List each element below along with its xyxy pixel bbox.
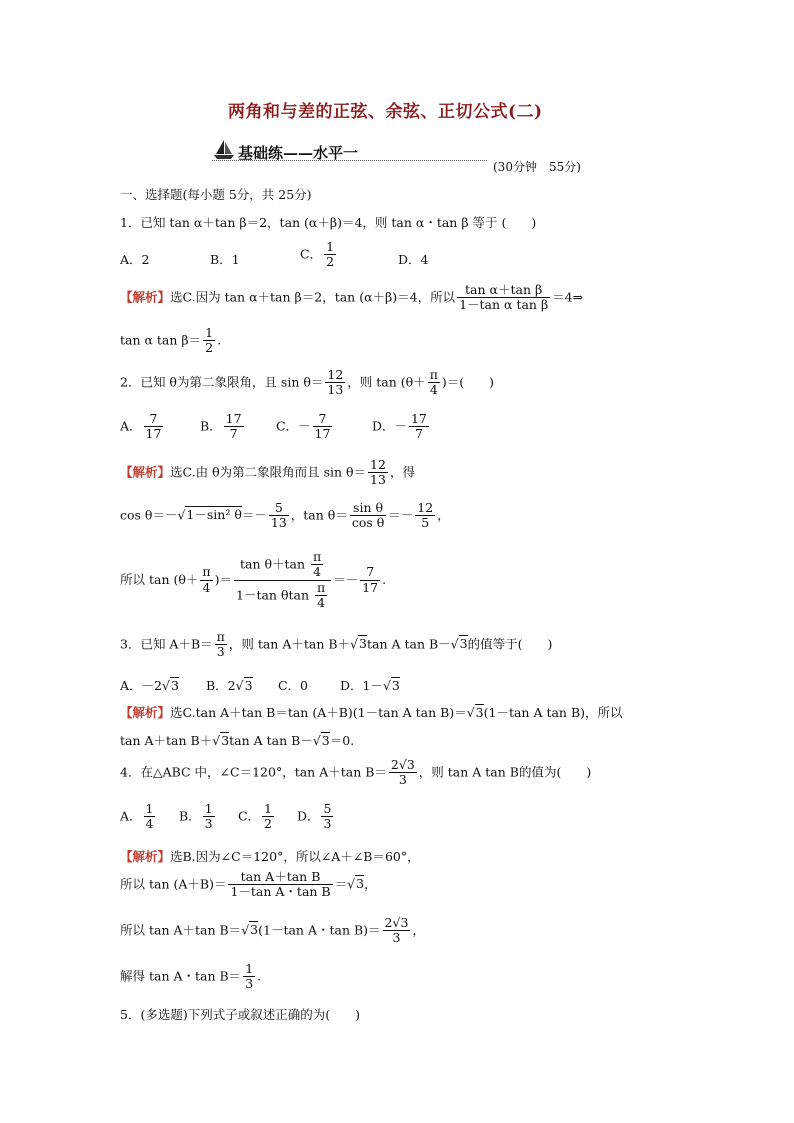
- q2-options: A． $\frac{7}{17}$ B． $\frac{17}{7}$ C．－ $\frac{7}{17}$ D．－ $\frac{17}{7}$: [120, 411, 427, 442]
- section-heading: 基础练——水平一: [238, 144, 359, 162]
- q5-stem: 5．(多选题)下列式子或叙述正确的为( ): [120, 1007, 360, 1022]
- sailboat-icon: [212, 139, 236, 161]
- q1-optC: C． $\frac{1}{2}$: [300, 239, 335, 270]
- part-heading: 一、选择题(每小题 5分，共 25分): [120, 187, 312, 202]
- q4-options: A． $\frac{1}{4}$ B． $\frac{1}{3}$ C． $\frac{1}{2}$ D． $\frac{5}{3}$: [120, 801, 332, 832]
- q1-analysis-line2: tan α tan β＝ $\frac{1}{2}$ .: [120, 325, 222, 356]
- page-title: 两角和与差的正弦、余弦、正切公式(二): [228, 102, 543, 122]
- q2-analysis-line3: 所以 tan (θ＋ $\frac{\pi}{4}$ )＝ tan θ＋tan $\frac{\pi}{4}$ 1－tan θtan $\frac{\pi}{4}$ ＝－ $\frac{7}{17}$ .: [120, 549, 387, 611]
- q4-analysis: 【解析】选B.因为∠C＝120°，所以∠A＋∠B＝60°，: [120, 849, 420, 864]
- q3-analysis: 【解析】选C.tan A＋tan B＝tan (A＋B)(1－tan A tan B)＝√3(1－tan A tan B)，所以: [120, 705, 623, 720]
- q3-options: A．－2√3 B．2√3 C．0 D．1－√3: [120, 678, 400, 693]
- divider: [212, 160, 487, 161]
- q3-analysis-line2: tan A＋tan B＋√3tan A tan B－√3＝0.: [120, 733, 355, 748]
- q4-analysis-line2: 所以 tan (A＋B)＝ $\frac{\text{tan A＋tan B}}{\text{1－tan A・tan B}}$ ＝√3，: [120, 869, 377, 900]
- q1-analysis: 【解析】选C.因为 tan α＋tan β＝2，tan (α＋β)＝4，所以 $\frac{\text{tan α＋tan β}}{\text{1－tan α tan β}}$ ＝4⇒: [120, 282, 584, 313]
- q1-optB: B．1: [210, 252, 240, 267]
- q2-analysis: 【解析】选C.由 θ为第二象限角而且 sin θ＝ $\frac{12}{13}$ ，得: [120, 457, 415, 488]
- q1-optD: D．4: [398, 252, 429, 267]
- q1-stem: 1．已知 tan α＋tan β＝2，tan (α＋β)＝4，则 tan α・tan β 等于 ( ): [120, 215, 537, 230]
- q3-stem: 3．已知 A＋B＝ $\frac{\pi}{3}$ ，则 tan A＋tan B＋√3tan A tan B－√3的值等于( ): [120, 629, 553, 660]
- time-score: (30分钟 55分): [493, 160, 581, 174]
- q2-analysis-line2: cos θ＝－√1－sin² θ＝－ $\frac{5}{13}$ ，tan θ＝ $\frac{\text{sin θ}}{\text{cos θ}}$ ＝－ $\frac{12}{5}$ ，: [120, 500, 450, 531]
- q2-stem: 2．已知 θ为第二象限角，且 sin θ＝ $\frac{12}{13}$ ，则 tan (θ＋ $\frac{\pi}{4}$ )＝( ): [120, 367, 495, 398]
- q4-analysis-line3: 所以 tan A＋tan B＝√3(1－tan A・tan B)＝ $\frac{2√3}{3}$ ，: [120, 915, 425, 946]
- q1-optA: A．2: [120, 252, 150, 267]
- q4-stem: 4．在△ABC 中，∠C＝120°，tan A＋tan B＝ $\frac{2√3}{3}$ ，则 tan A tan B的值为( ): [120, 757, 592, 788]
- q4-analysis-line4: 解得 tan A・tan B＝ $\frac{1}{3}$ .: [120, 961, 262, 992]
